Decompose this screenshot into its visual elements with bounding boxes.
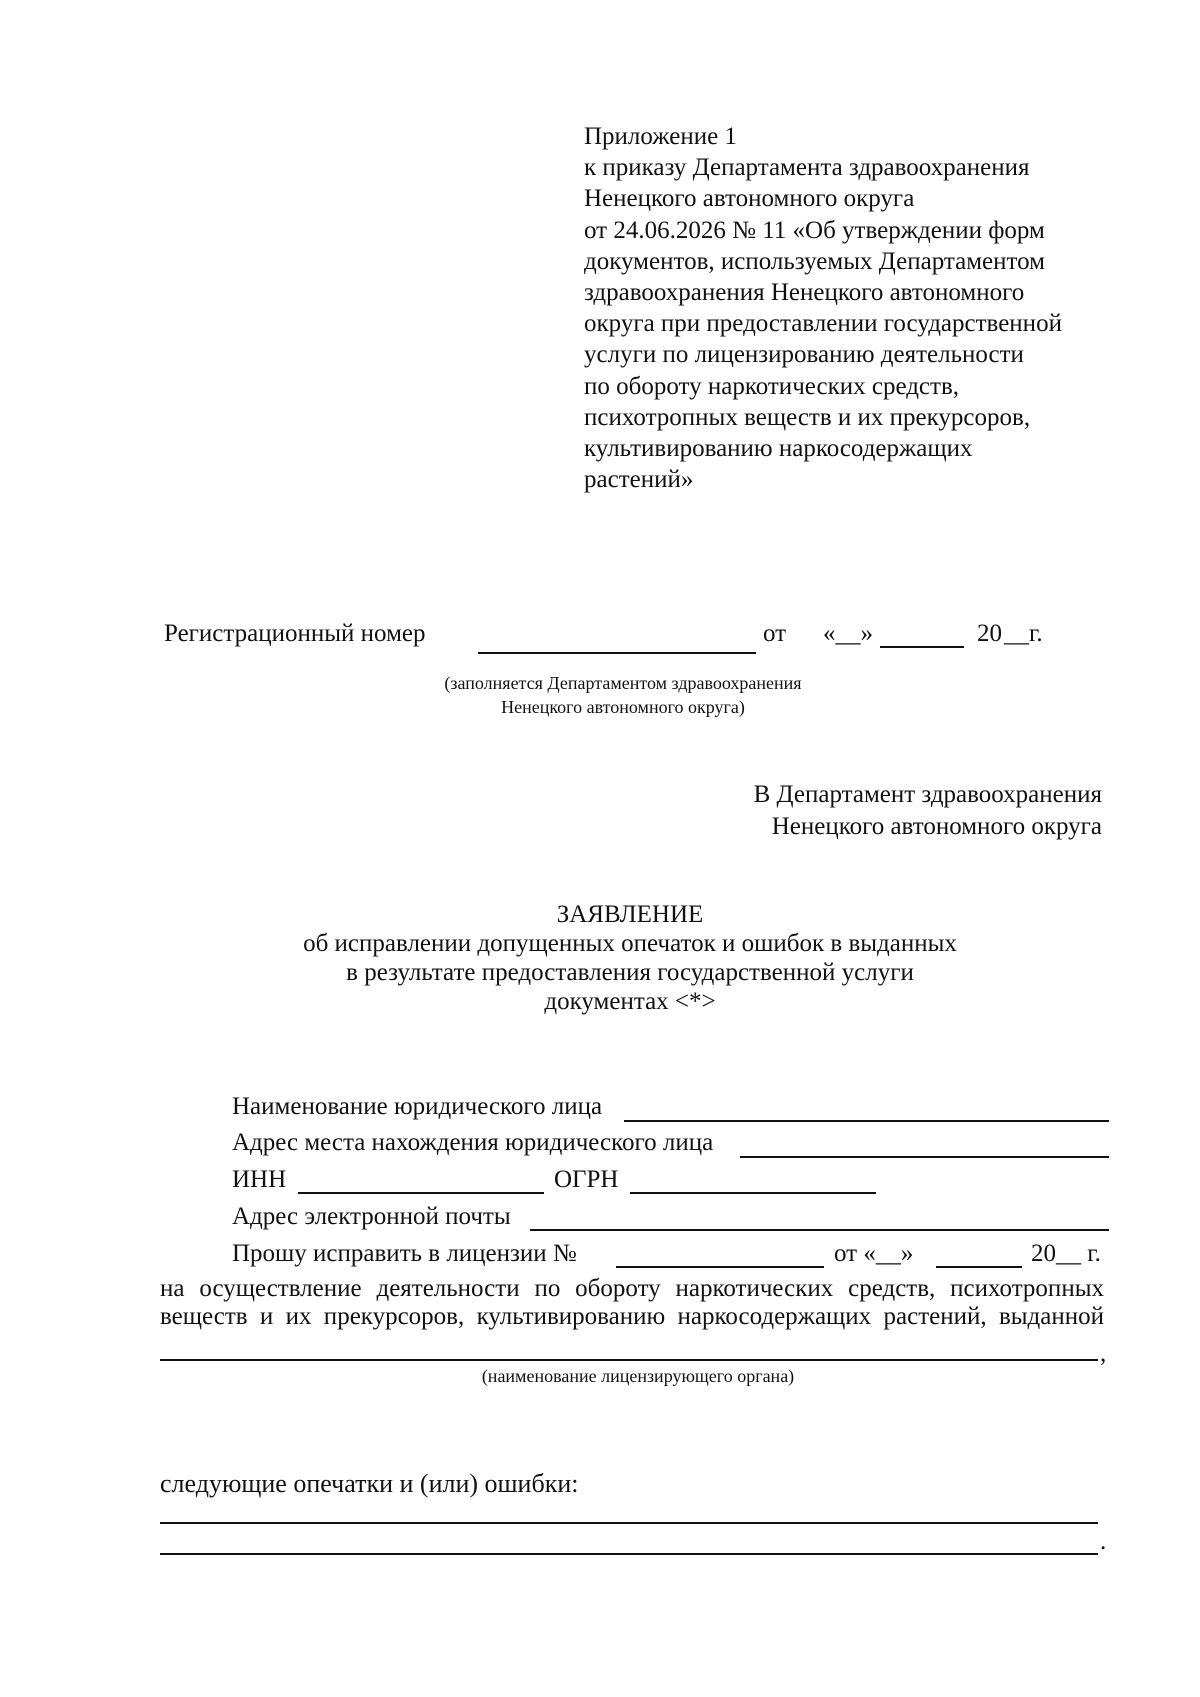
license-date-from: от «__» — [834, 1240, 914, 1267]
org-name-field[interactable] — [624, 1120, 1109, 1122]
license-purpose-line1: на осуществление деятельности по обороту наркотических средств, психотропных — [160, 1275, 1104, 1302]
license-date-month-field[interactable] — [936, 1266, 1022, 1268]
registration-date-day: «__» — [823, 620, 873, 647]
org-address-field[interactable] — [740, 1156, 1109, 1158]
issuer-field[interactable] — [160, 1359, 1098, 1361]
registration-from: от — [763, 620, 787, 647]
registration-year-suffix: __г. — [1004, 620, 1043, 647]
ogrn-field[interactable] — [630, 1192, 876, 1194]
addressee-line2: Ненецкого автономного округа — [771, 813, 1102, 840]
registration-date-month-field[interactable] — [880, 646, 964, 648]
statement-subtitle-line1: об исправлении допущенных опечаток и ошибок в выданных — [303, 930, 957, 957]
email-label: Адрес электронной почты — [232, 1203, 511, 1230]
statement-subtitle-line3: документах <*> — [544, 988, 716, 1015]
statement-subtitle-line2: в результате предоставления государственной услуги — [346, 959, 914, 986]
registration-year-prefix: 20 — [977, 620, 1002, 647]
license-request-label: Прошу исправить в лицензии № — [232, 1240, 577, 1267]
statement-heading: ЗАЯВЛЕНИЕ — [556, 901, 704, 928]
appendix-line: Ненецкого автономного округа — [584, 185, 915, 213]
registration-note-line1: (заполняется Департаментом здравоохранения — [444, 673, 802, 693]
issuer-comma: , — [1100, 1340, 1107, 1367]
errors-field-line1[interactable] — [160, 1522, 1098, 1524]
errors-label: следующие опечатки и (или) ошибки: — [160, 1469, 579, 1498]
inn-label: ИНН — [232, 1166, 287, 1193]
appendix-line: от 24.06.2026 № 11 «Об утверждении форм — [584, 216, 1045, 244]
addressee-block — [754, 779, 1102, 843]
appendix-line: округа при предоставлении государственной — [584, 310, 1062, 338]
appendix-line: к приказу Департамента здравоохранения — [584, 154, 1030, 182]
appendix-header — [584, 121, 1104, 495]
ogrn-label: ОГРН — [554, 1166, 619, 1193]
appendix-line: услуги по лицензированию деятельности — [584, 341, 1024, 369]
registration-label: Регистрационный номер — [164, 620, 426, 647]
appendix-line: документов, используемых Департаментом — [584, 247, 1045, 275]
license-number-field[interactable] — [616, 1266, 824, 1268]
addressee-line1: В Департамент здравоохранения — [753, 781, 1102, 808]
errors-field-line2[interactable] — [160, 1553, 1098, 1555]
issuer-caption: (наименование лицензирующего органа) — [481, 1366, 795, 1386]
appendix-line: культивированию наркосодержащих — [584, 435, 973, 463]
appendix-line: психотропных веществ и их прекурсоров, — [584, 403, 1031, 431]
errors-end-period: . — [1100, 1528, 1107, 1555]
registration-note-line2: Ненецкого автономного округа) — [501, 697, 745, 717]
license-date-year: 20__ г. — [1031, 1240, 1101, 1267]
registration-number-field[interactable] — [478, 652, 756, 654]
org-address-label: Адрес места нахождения юридического лица — [232, 1129, 714, 1156]
statement-title-block — [250, 900, 1010, 1016]
appendix-line: Приложение 1 — [584, 123, 737, 150]
org-name-label: Наименование юридического лица — [232, 1093, 603, 1120]
appendix-line: здравоохранения Ненецкого автономного — [584, 279, 1025, 307]
license-purpose-line2: веществ и их прекурсоров, культивированию наркосодержащих растений, выданной — [160, 1303, 1104, 1330]
appendix-line: по обороту наркотических средств, — [584, 372, 960, 400]
appendix-line: растений» — [584, 466, 694, 494]
inn-field[interactable] — [298, 1192, 544, 1194]
email-field[interactable] — [530, 1229, 1109, 1231]
